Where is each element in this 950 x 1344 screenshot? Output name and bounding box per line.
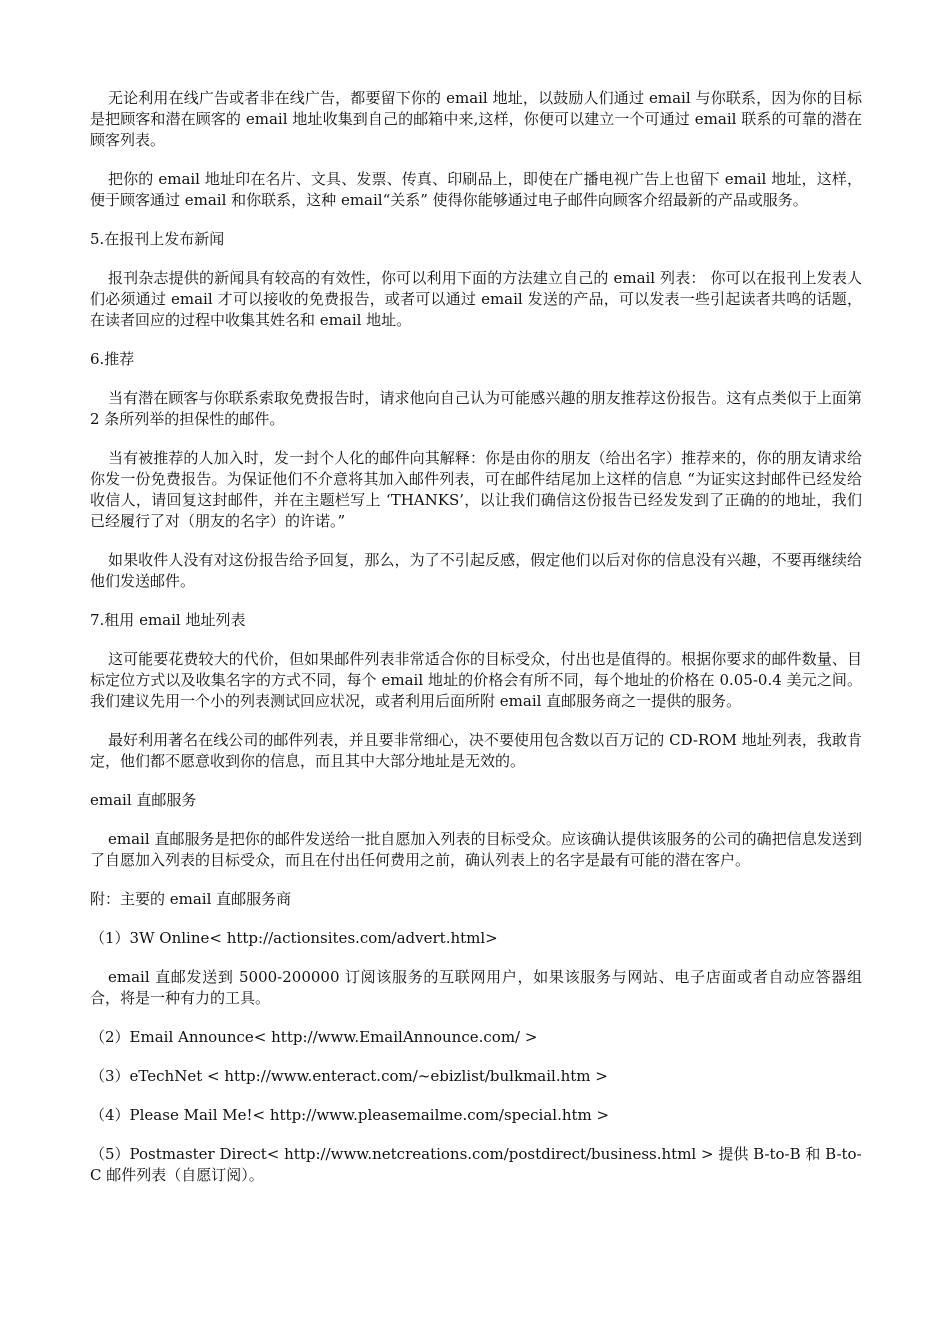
paragraph-email-collection: 无论利用在线广告或者非在线广告，都要留下你的 email 地址，以鼓励人们通过 email 与你联系，因为你的目标是把顾客和潜在顾客的 email 地址收集到自己的邮箱中来,这样，你便可以建立一个可通过 email 联系的可靠的潜在顾客列表。 <box>90 89 862 149</box>
section-heading-providers: 附：主要的 email 直邮服务商 <box>90 890 292 908</box>
paragraph-rent-list-2: 最好利用著名在线公司的邮件列表，并且要非常细心，决不要使用包含数以百万记的 CD-ROM 地址列表，我敢肯定，他们都不愿意收到你的信息，而且其中大部分地址是无效的。 <box>90 731 862 770</box>
section-heading-rent-list: 7.租用 email 地址列表 <box>90 611 246 629</box>
section-heading-news: 5.在报刊上发布新闻 <box>90 230 225 248</box>
provider-item-1: （1）3W Online< http://actionsites.com/advert.html> <box>90 929 498 947</box>
section-heading-referral: 6.推荐 <box>90 350 135 368</box>
paragraph-referral-1: 当有潜在顾客与你联系索取免费报告时，请求他向自己认为可能感兴趣的朋友推荐这份报告。这有点类似于上面第 2 条所列举的担保性的邮件。 <box>90 389 862 428</box>
provider-item-3: （3）eTechNet < http://www.enteract.com/~ebizlist/bulkmail.htm > <box>90 1067 608 1085</box>
section-heading-direct-mail: email 直邮服务 <box>90 791 197 809</box>
paragraph-referral-2: 当有被推荐的人加入时，发一封个人化的邮件向其解释：你是由你的朋友（给出名字）推荐来的，你的朋友请求给你发一份免费报告。为保证他们不介意将其加入邮件列表，可在邮件结尾加上这样的信息 “为证实这封邮件已经发给收信人，请回复这封邮件，并在主题栏写上 ‘THANKS’，以让我们确信这份报告已经发发到了正确的的地址，我们已经履行了对（朋友的名字）的许诺。” <box>90 449 862 530</box>
provider-item-4: （4）Please Mail Me!< http://www.pleasemailme.com/special.htm > <box>90 1106 610 1124</box>
paragraph-direct-mail: email 直邮服务是把你的邮件发送给一批自愿加入列表的目标受众。应该确认提供该服务的公司的确把信息发送到了自愿加入列表的目标受众，而且在付出任何费用之前，确认列表上的名字是最有可能的潜在客户。 <box>90 830 862 869</box>
paragraph-rent-list-1: 这可能要花费较大的代价，但如果邮件列表非常适合你的目标受众，付出也是值得的。根据你要求的邮件数量、目标定位方式以及收集名字的方式不同，每个 email 地址的价格会有所不同，每个地址的价格在 0.05-0.4 美元之间。我们建议先用一个小的列表测试回应状况，或者利用后面所附 email 直邮服务商之一提供的服务。 <box>90 650 862 710</box>
paragraph-print-email: 把你的 email 地址印在名片、文具、发票、传真、印刷品上，即使在广播电视广告上也留下 email 地址，这样，便于顾客通过 email 和你联系，这种 email“关系” 使得你能够通过电子邮件向顾客介绍最新的产品或服务。 <box>90 170 862 209</box>
paragraph-referral-3: 如果收件人没有对这份报告给予回复，那么，为了不引起反感，假定他们以后对你的信息没有兴趣，不要再继续给他们发送邮件。 <box>90 551 862 590</box>
provider-item-2: （2）Email Announce< http://www.EmailAnnounce.com/ > <box>90 1028 538 1046</box>
paragraph-news: 报刊杂志提供的新闻具有较高的有效性，你可以利用下面的方法建立自己的 email 列表： 你可以在报刊上发表人们必须通过 email 才可以接收的免费报告，或者可以通过 email 发送的产品，可以发表一些引起读者共鸣的话题，在读者回应的过程中收集其姓名和 email 地址。 <box>90 269 862 329</box>
provider-item-5: （5）Postmaster Direct< http://www.netcreations.com/postdirect/business.html > 提供 B-to-B 和 B-to-C 邮件列表（自愿订阅）。 <box>90 1145 862 1184</box>
document-page <box>90 88 862 1204</box>
paragraph-provider-1-desc: email 直邮发送到 5000-200000 订阅该服务的互联网用户，如果该服务与网站、电子店面或者自动应答器组合，将是一种有力的工具。 <box>90 968 862 1007</box>
